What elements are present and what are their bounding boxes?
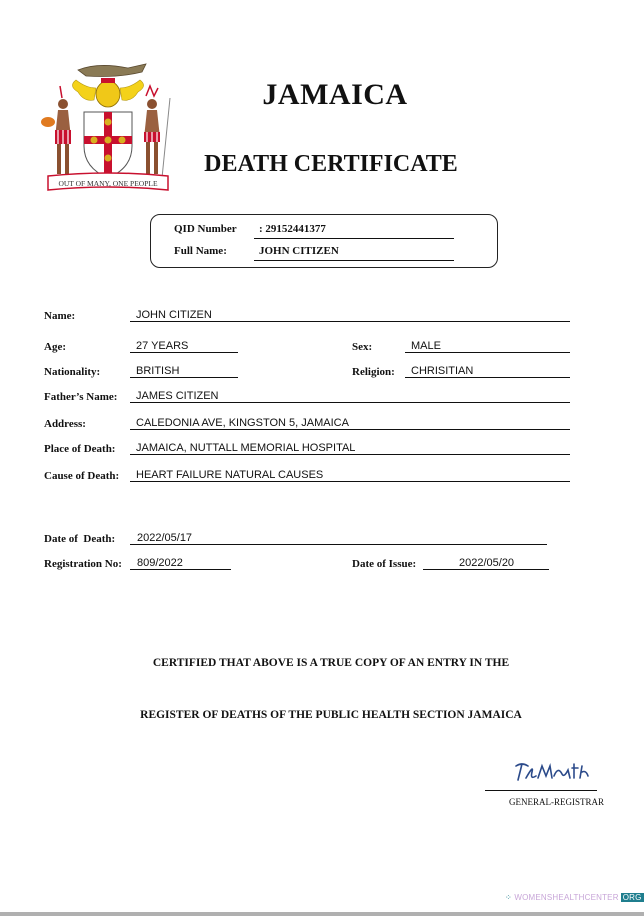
full-name-underline	[254, 260, 454, 261]
registration-no-underline	[130, 569, 231, 570]
qid-underline	[254, 238, 454, 239]
qid-value: : 29152441377	[259, 223, 326, 235]
name-underline	[130, 321, 570, 322]
nationality-value: BRITISH	[136, 365, 180, 377]
fathers-name-underline	[130, 402, 570, 403]
sex-value: MALE	[411, 340, 441, 352]
address-label: Address:	[44, 418, 86, 430]
registrar-signature	[512, 758, 592, 786]
certification-line-1: CERTIFIED THAT ABOVE IS A TRUE COPY OF AN ENTRY IN THE	[152, 657, 510, 669]
cause-of-death-underline	[130, 481, 570, 482]
watermark-dots-icon: ⁘	[505, 893, 512, 902]
page-bottom-edge	[0, 912, 644, 916]
registrar-title: GENERAL-REGISTRAR	[509, 797, 604, 807]
place-of-death-value: JAMAICA, NUTTALL MEMORIAL HOSPITAL	[136, 442, 356, 454]
address-underline	[130, 429, 570, 430]
age-label: Age:	[44, 341, 66, 353]
registration-no-value: 809/2022	[137, 557, 183, 569]
age-underline	[130, 352, 238, 353]
document-title: DEATH CERTIFICATE	[204, 151, 458, 177]
motto-text: OUT OF MANY, ONE PEOPLE	[58, 179, 158, 188]
signature-line	[485, 790, 597, 791]
date-of-death-value: 2022/05/17	[137, 532, 193, 544]
place-of-death-underline	[130, 454, 570, 455]
sex-underline	[405, 352, 570, 353]
certification-line-2: REGISTER OF DEATHS OF THE PUBLIC HEALTH SECTION JAMAICA	[140, 709, 522, 721]
full-name-value: JOHN CITIZEN	[259, 245, 339, 257]
place-of-death-label: Place of Death:	[44, 443, 116, 455]
nationality-underline	[130, 377, 238, 378]
name-value: JOHN CITIZEN	[136, 309, 212, 321]
watermark-badge: ORG	[622, 893, 642, 902]
date-of-issue-label: Date of Issue:	[352, 558, 417, 570]
cause-of-death-label: Cause of Death:	[44, 470, 120, 482]
date-of-issue-underline	[423, 569, 549, 570]
nationality-label: Nationality:	[44, 366, 101, 378]
religion-value: CHRISITIAN	[411, 365, 474, 377]
religion-underline	[405, 377, 570, 378]
cause-of-death-value: HEART FAILURE NATURAL CAUSES	[136, 469, 324, 481]
religion-label: Religion:	[352, 366, 395, 378]
age-value: 27 YEARS	[136, 340, 189, 352]
country-title: JAMAICA	[262, 78, 408, 111]
fathers-name-value: JAMES CITIZEN	[136, 390, 219, 402]
full-name-label: Full Name:	[174, 245, 227, 257]
registration-no-label: Registration No:	[44, 558, 122, 570]
address-value: CALEDONIA AVE, KINGSTON 5, JAMAICA	[136, 417, 349, 429]
date-of-issue-value: 2022/05/20	[459, 557, 515, 569]
date-of-death-underline	[130, 544, 547, 545]
watermark-text: WOMENSHEALTHCENTER	[514, 893, 619, 902]
date-of-death-label: Date of Death:	[44, 533, 116, 545]
fathers-name-label: Father’s Name:	[44, 391, 118, 403]
sex-label: Sex:	[352, 341, 373, 353]
watermark	[505, 893, 644, 902]
name-label: Name:	[44, 310, 76, 322]
qid-label: QID Number	[174, 223, 237, 235]
